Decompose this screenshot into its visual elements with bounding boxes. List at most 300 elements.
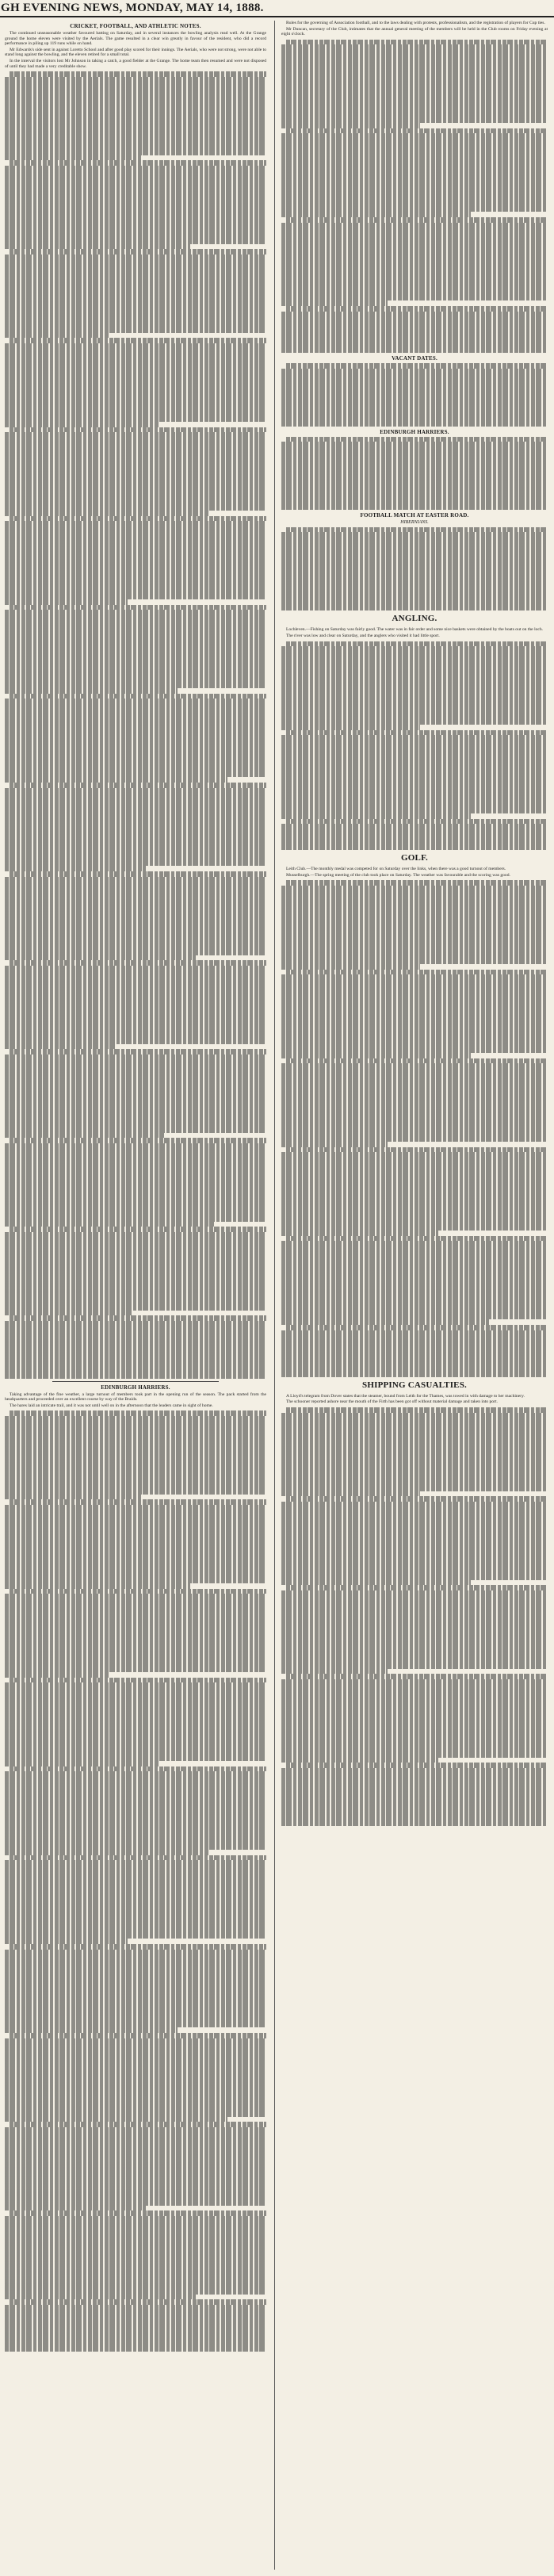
text-line	[5, 422, 159, 427]
text-line	[5, 882, 266, 887]
text-line	[281, 1079, 548, 1085]
text-line	[5, 1353, 266, 1358]
text-line	[5, 2127, 266, 2133]
text-line	[281, 1659, 548, 1664]
text-line	[5, 239, 266, 244]
text-line	[5, 710, 266, 715]
text-line	[5, 291, 266, 297]
text-line	[281, 922, 548, 928]
text-line	[281, 803, 548, 809]
text-line	[5, 767, 266, 772]
text-line	[281, 113, 548, 118]
text-line	[5, 1018, 266, 1024]
text-line	[5, 2195, 266, 2200]
text-line	[281, 1595, 548, 1601]
body-text-block	[281, 880, 548, 1376]
text-line	[281, 322, 548, 327]
text-line	[281, 1548, 548, 1554]
text-line	[281, 1721, 548, 1727]
text-line	[10, 1227, 266, 1232]
body-text-block	[281, 40, 548, 354]
text-line	[286, 527, 548, 533]
text-line	[281, 1449, 548, 1455]
text-line	[5, 286, 266, 292]
text-line	[5, 182, 266, 187]
text-line	[286, 437, 548, 442]
text-line	[5, 1646, 266, 1652]
text-line	[281, 1736, 548, 1742]
text-line	[5, 317, 266, 323]
text-line	[281, 1016, 548, 1022]
text-line	[5, 1164, 266, 1169]
text-line	[281, 1163, 548, 1169]
text-line	[10, 871, 266, 877]
text-line	[286, 1496, 548, 1502]
text-line	[281, 725, 420, 730]
text-line	[281, 395, 548, 400]
text-line	[5, 2184, 266, 2190]
text-line	[5, 2038, 266, 2044]
text-line	[281, 672, 548, 678]
text-line	[10, 249, 266, 255]
text-line	[281, 300, 388, 306]
golf-article	[281, 867, 548, 878]
text-line	[5, 1039, 266, 1044]
article-paragraph: Taking advantage of the fine weather, a large turnout of members took part in the opening run of the season. The pack started from the headquarters and proceeded over an excellent course by way of the Braids.	[5, 1391, 266, 1403]
text-line	[5, 1484, 266, 1490]
text-line	[281, 1480, 548, 1486]
text-line	[5, 1196, 266, 1201]
text-line	[10, 2122, 266, 2127]
text-line	[10, 694, 266, 699]
text-line	[281, 745, 548, 751]
text-line	[281, 1444, 548, 1449]
text-line	[5, 1829, 266, 1835]
text-line	[5, 369, 266, 375]
text-line	[281, 405, 548, 411]
text-line	[281, 264, 548, 270]
text-line	[286, 306, 548, 312]
text-line	[281, 1778, 548, 1784]
shipping-article	[281, 1394, 548, 1405]
text-line	[5, 2075, 266, 2080]
text-line	[281, 1262, 548, 1268]
text-line	[5, 631, 266, 637]
text-line	[281, 709, 548, 714]
text-line	[281, 1283, 548, 1288]
text-line	[281, 1627, 548, 1632]
text-line	[5, 1007, 266, 1012]
text-line	[281, 165, 548, 170]
text-line	[281, 1663, 548, 1669]
text-line	[281, 379, 548, 385]
text-line	[5, 1714, 266, 1720]
left-column	[5, 21, 266, 2570]
text-line	[281, 1465, 548, 1471]
text-line	[281, 1100, 548, 1105]
text-line	[5, 2174, 266, 2180]
text-line	[5, 1097, 266, 1102]
text-line	[281, 683, 548, 688]
text-line	[281, 1800, 548, 1805]
text-line	[5, 129, 266, 135]
text-line	[5, 234, 266, 239]
text-line	[281, 285, 548, 291]
text-line	[5, 829, 266, 835]
text-line	[5, 1583, 190, 1589]
text-line	[281, 1454, 548, 1460]
text-line	[281, 1267, 548, 1273]
text-line	[5, 646, 266, 652]
text-line	[281, 1095, 548, 1100]
text-line	[5, 877, 266, 882]
text-line	[281, 668, 548, 673]
text-line	[5, 2117, 227, 2122]
text-line	[281, 532, 548, 538]
text-line	[5, 464, 266, 469]
text-line	[10, 1589, 266, 1594]
text-line	[5, 2253, 266, 2258]
text-line	[5, 192, 266, 197]
text-line	[5, 1416, 266, 1422]
text-line	[281, 270, 548, 275]
text-line	[5, 490, 266, 496]
text-line	[286, 363, 548, 369]
text-line	[281, 771, 548, 777]
text-line	[5, 1258, 266, 1264]
text-line	[281, 1632, 548, 1638]
text-line	[5, 1117, 266, 1123]
text-line	[5, 1912, 266, 1918]
text-line	[5, 474, 266, 480]
text-line	[10, 1678, 266, 1683]
text-line	[5, 1510, 266, 1516]
text-line	[286, 1407, 548, 1413]
text-line	[5, 772, 266, 778]
text-line	[281, 155, 548, 160]
text-line	[5, 2190, 266, 2195]
text-line	[5, 202, 266, 208]
text-line	[281, 159, 548, 165]
text-line	[5, 741, 266, 746]
text-line	[281, 1439, 548, 1445]
text-line	[5, 2065, 266, 2070]
text-line	[281, 580, 548, 585]
text-line	[5, 1154, 266, 1159]
text-line	[5, 840, 266, 845]
text-line	[5, 1845, 266, 1851]
text-line	[5, 1033, 266, 1039]
text-line	[281, 944, 548, 949]
text-line	[5, 1860, 266, 1866]
text-line	[281, 223, 548, 228]
text-line	[281, 886, 548, 891]
text-line	[5, 343, 266, 349]
text-line	[281, 1345, 548, 1351]
text-line	[281, 1304, 548, 1310]
text-line	[281, 1089, 548, 1095]
text-line	[5, 1813, 266, 1819]
text-line	[5, 113, 266, 119]
text-line	[5, 2049, 266, 2054]
text-line	[281, 473, 548, 479]
text-line	[281, 201, 548, 207]
text-line	[5, 678, 266, 683]
text-line	[5, 584, 266, 589]
text-line	[281, 809, 548, 814]
text-line	[5, 788, 266, 794]
text-line	[5, 866, 146, 871]
text-line	[281, 1220, 548, 1226]
text-line	[5, 1495, 141, 1500]
text-line	[281, 656, 548, 662]
text-line	[286, 1058, 548, 1064]
text-line	[5, 2331, 266, 2337]
text-line	[281, 558, 548, 564]
text-line	[5, 521, 266, 526]
text-line	[281, 584, 548, 590]
text-line	[5, 1422, 266, 1427]
body-text-block	[281, 527, 548, 611]
text-line	[5, 1787, 266, 1793]
text-line	[281, 484, 548, 489]
text-line	[281, 1022, 548, 1028]
text-line	[5, 1232, 266, 1238]
text-line	[281, 1794, 548, 1800]
text-line	[281, 1335, 548, 1341]
text-line	[5, 1803, 266, 1809]
text-line	[281, 442, 548, 447]
text-line	[5, 1206, 266, 1211]
text-line	[286, 970, 548, 975]
text-line	[281, 1126, 548, 1131]
text-line	[281, 1653, 548, 1659]
text-line	[5, 819, 266, 825]
text-line	[281, 777, 548, 783]
text-line	[5, 1954, 266, 1960]
text-line	[5, 2232, 266, 2237]
text-line	[286, 217, 548, 223]
football-subheading: HIBERNIANS.	[400, 519, 429, 525]
shipping-heading: SHIPPING CASUALTIES.	[362, 1380, 467, 1390]
text-line	[5, 364, 266, 369]
text-line	[281, 1538, 548, 1544]
text-line	[281, 348, 548, 354]
text-line	[286, 1674, 548, 1679]
text-line	[5, 270, 266, 276]
text-line	[5, 1159, 266, 1165]
text-line	[5, 730, 266, 736]
text-line	[10, 1315, 266, 1321]
text-line	[281, 1518, 548, 1523]
text-line	[281, 1252, 548, 1257]
body-text-block	[281, 641, 548, 851]
text-line	[5, 746, 266, 752]
text-line	[281, 1330, 548, 1336]
text-line	[281, 1580, 471, 1586]
text-line	[281, 1047, 548, 1053]
text-line	[5, 825, 266, 830]
text-line	[5, 1174, 266, 1180]
text-line	[5, 144, 266, 150]
text-line	[5, 2226, 266, 2232]
text-line	[5, 87, 266, 93]
text-line	[281, 1053, 471, 1058]
text-line	[5, 265, 266, 270]
text-line	[5, 1264, 266, 1269]
text-line	[281, 50, 548, 56]
text-line	[5, 2001, 266, 2007]
text-line	[5, 2138, 266, 2143]
text-line	[281, 343, 548, 348]
text-line	[5, 595, 266, 600]
text-line	[281, 1601, 548, 1606]
text-line	[5, 2242, 266, 2248]
text-line	[281, 1732, 548, 1737]
text-line	[5, 1557, 266, 1563]
text-line	[281, 678, 548, 683]
text-line	[5, 1892, 266, 1897]
text-line	[281, 574, 548, 580]
text-line	[10, 2210, 266, 2216]
text-line	[281, 1774, 548, 1779]
text-line	[5, 668, 266, 673]
cricket-article	[5, 31, 266, 69]
text-line	[5, 301, 266, 307]
text-line	[5, 1300, 266, 1306]
text-line	[5, 934, 266, 940]
text-line	[5, 1965, 266, 1970]
text-line	[281, 1074, 548, 1079]
text-line	[5, 1133, 164, 1139]
text-line	[281, 1637, 548, 1643]
text-line	[286, 819, 548, 825]
text-line	[281, 332, 548, 338]
text-line	[281, 1460, 548, 1465]
text-line	[5, 813, 266, 819]
text-line	[281, 1528, 548, 1533]
text-line	[5, 1211, 266, 1217]
text-line	[10, 2033, 266, 2038]
text-line	[281, 948, 548, 954]
text-line	[5, 1620, 266, 1625]
text-line	[5, 1002, 266, 1008]
text-line	[5, 2101, 266, 2107]
text-line	[281, 1116, 548, 1121]
text-line	[5, 1373, 266, 1379]
harriers-heading-left: EDINBURGH HARRIERS.	[101, 1384, 170, 1391]
text-line	[281, 1805, 548, 1810]
text-line	[281, 1299, 548, 1304]
text-line	[5, 1368, 266, 1373]
text-line	[5, 1363, 266, 1368]
text-line	[281, 1226, 548, 1231]
body-text-block	[281, 1407, 548, 1826]
text-line	[5, 1101, 266, 1107]
text-line	[5, 2017, 266, 2023]
text-line	[281, 44, 548, 50]
text-line	[281, 1288, 548, 1294]
text-line	[5, 2200, 266, 2206]
text-line	[5, 1991, 266, 1996]
text-line	[5, 2007, 266, 2012]
text-line	[5, 641, 266, 647]
text-line	[281, 829, 548, 835]
text-line	[5, 223, 266, 228]
text-line	[5, 390, 266, 396]
text-line	[5, 2158, 266, 2164]
text-line	[281, 896, 548, 901]
text-line	[281, 1502, 548, 1507]
text-line	[281, 76, 548, 82]
text-line	[5, 537, 266, 542]
text-line	[10, 1944, 266, 1950]
text-line	[281, 1533, 548, 1538]
text-line	[5, 176, 266, 182]
text-line	[5, 526, 266, 532]
text-line	[5, 1453, 266, 1458]
text-line	[5, 359, 266, 365]
text-line	[5, 1751, 266, 1756]
text-line	[5, 458, 266, 464]
text-line	[5, 553, 266, 558]
text-line	[281, 719, 548, 725]
text-line	[5, 531, 266, 537]
text-line	[281, 1069, 548, 1074]
text-line	[286, 1236, 548, 1242]
text-line	[281, 421, 548, 427]
text-line	[281, 144, 548, 150]
text-line	[5, 2347, 266, 2352]
text-line	[281, 996, 548, 1001]
text-line	[281, 1621, 548, 1627]
text-line	[5, 1357, 266, 1363]
text-line	[5, 1190, 266, 1196]
text-line	[281, 964, 420, 970]
text-line	[5, 1839, 266, 1845]
text-line	[5, 1269, 266, 1274]
text-line	[5, 557, 266, 563]
text-line	[5, 855, 266, 861]
text-line	[5, 940, 266, 945]
text-line	[5, 1279, 266, 1284]
text-line	[281, 1606, 548, 1612]
article-paragraph: The river was low and clear on Saturday, and the anglers who visited it had little sport.	[286, 633, 440, 638]
text-line	[281, 488, 548, 494]
text-line	[281, 1784, 548, 1789]
text-line	[5, 2289, 266, 2295]
text-line	[5, 2325, 266, 2331]
text-line	[5, 1123, 266, 1128]
text-line	[5, 1222, 214, 1227]
text-line	[281, 1367, 548, 1372]
text-line	[281, 938, 548, 944]
text-line	[281, 139, 548, 144]
text-line	[281, 985, 548, 990]
text-line	[281, 1506, 548, 1512]
text-line	[5, 1541, 266, 1547]
text-line	[281, 538, 548, 543]
text-line	[5, 1468, 266, 1474]
text-line	[5, 589, 266, 595]
text-line	[5, 2310, 266, 2316]
article-paragraph: The continued unseasonable weather favoured batting on Saturday, and in several instances the bowling analysis read well. At the Grange ground the home eleven were visited by the Aerials. The game resulted in a clear win greatly in favour of the resident, who did a record performance in piling up 119 runs while on hand.	[5, 31, 266, 47]
text-line	[281, 108, 548, 113]
text-line	[281, 1319, 489, 1325]
text-line	[5, 401, 266, 407]
text-line	[281, 1152, 548, 1158]
text-line	[5, 1458, 266, 1464]
